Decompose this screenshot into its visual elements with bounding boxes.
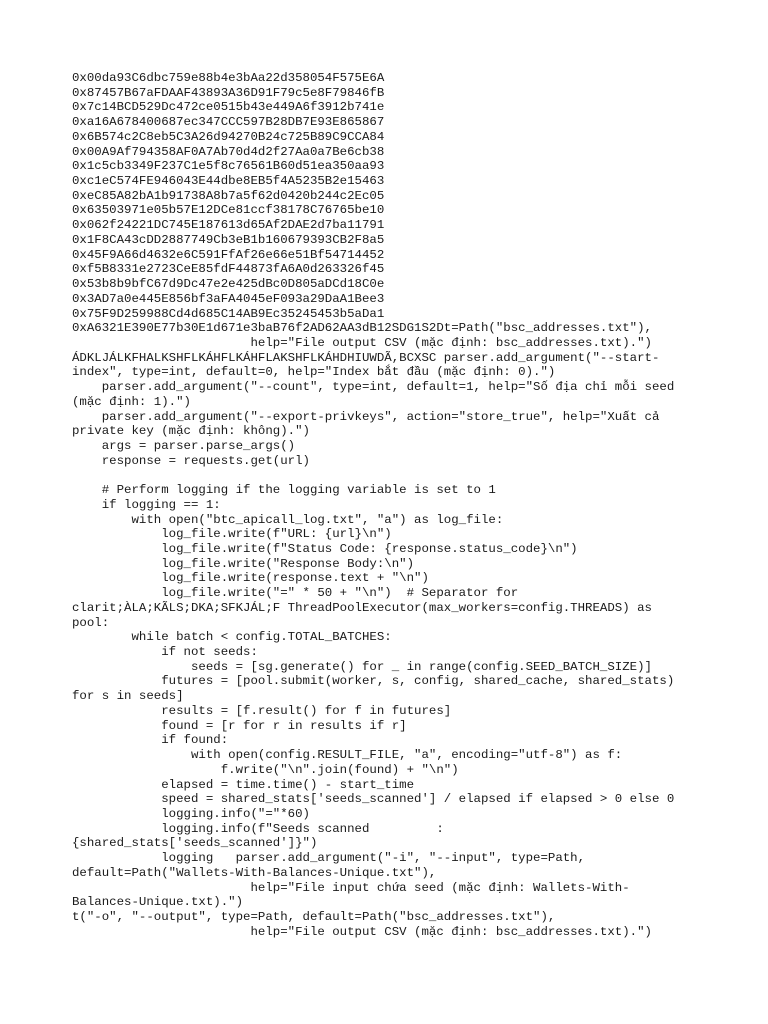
code-line: if logging == 1:: [72, 497, 221, 512]
code-line: with open(config.RESULT_FILE, "a", encoding="utf-8") as f:: [72, 748, 623, 763]
code-line: while batch < config.TOTAL_BATCHES:: [72, 630, 392, 645]
code-line: help="File input chứa seed (mặc định: Wallets-With-: [72, 880, 630, 895]
code-line: logging.info(f"Seeds scanned :: [72, 821, 444, 836]
code-line: parser.add_argument("--export-privkeys", action="store_true", help="Xuất cả: [72, 409, 660, 424]
code-line: 0x3AD7a0e445E856bf3aFA4045eF093a29DaA1Bee3: [72, 291, 385, 306]
code-line: 0x75F9D259988Cd4d685C14AB9Ec35245453b5aDa1: [72, 306, 385, 321]
code-line: [72, 468, 712, 483]
code-line: if found:: [72, 733, 229, 748]
code-line: 0x00A9Af794358AF0A7Ab70d4d2f27Aa0a7Be6cb38: [72, 144, 385, 159]
code-line: seeds = [sg.generate() for _ in range(config.SEED_BATCH_SIZE)]: [72, 659, 652, 674]
code-line: help="File output CSV (mặc định: bsc_addresses.txt)."): [72, 924, 652, 939]
code-line: elapsed = time.time() - start_time: [72, 777, 415, 792]
code-line: 0x1F8CA43cDD2887749Cb3eB1b160679393CB2F8a5: [72, 232, 385, 247]
code-line: speed = shared_stats['seeds_scanned'] / elapsed if elapsed > 0 else 0: [72, 792, 675, 807]
code-line: 0xc1eC574FE946043E44dbe8EB5f4A5235B2e15463: [72, 174, 385, 189]
code-line: 0x63503971e05b57E12DCe81ccf38178C76765be10: [72, 203, 385, 218]
code-line: 0x00da93C6dbc759e88b4e3bAa22d358054F575E6A: [72, 71, 385, 85]
code-line: 0x45F9A66d4632e6C591FfAf26e66e51Bf54714452: [72, 247, 385, 262]
code-line: clarit;ÀLA;KÃLS;DKA;SFKJÁL;F ThreadPoolExecutor(max_workers=config.THREADS) as: [72, 600, 652, 615]
code-line: logging parser.add_argument("-i", "--input", type=Path,: [72, 851, 586, 866]
code-line: parser.add_argument("--count", type=int, default=1, help="Số địa chỉ mỗi seed: [72, 380, 675, 395]
code-line: # Perform logging if the logging variable is set to 1: [72, 483, 496, 498]
code-line: found = [r for r in results if r]: [72, 718, 407, 733]
code-line: Balances-Unique.txt)."): [72, 895, 244, 910]
code-line: response = requests.get(url): [72, 453, 310, 468]
code-line: index", type=int, default=0, help="Index bắt đầu (mặc định: 0)."): [72, 365, 556, 380]
code-line: 0x6B574c2C8eb5C3A26d94270B24c725B89C9CCA84: [72, 129, 385, 144]
code-line: help="File output CSV (mặc định: bsc_addresses.txt)."): [72, 335, 652, 350]
code-line: 0x1c5cb3349F237C1e5f8c76561B60d51ea350aa93: [72, 159, 385, 174]
code-line: log_file.write("Response Body:\n"): [72, 556, 415, 571]
code-line: 0xA6321E390E77b30E1d671e3baB76f2AD62AA3dB12SDG1S2Dt=Path("bsc_addresses.txt"),: [72, 321, 652, 336]
code-line: logging.info("="*60): [72, 806, 310, 821]
code-line: private key (mặc định: không)."): [72, 424, 310, 439]
code-line: args = parser.parse_args(): [72, 438, 296, 453]
code-line: 0x062f24221DC745E187613d65Af2DAE2d7ba11791: [72, 218, 385, 233]
code-line: f.write("\n".join(found) + "\n"): [72, 762, 459, 777]
code-line: pool:: [72, 615, 110, 630]
code-line: 0xf5B8331e2723CeE85fdF44873fA6A0d263326f45: [72, 262, 385, 277]
code-line: 0xa16A678400687ec347CCC597B28DB7E93E865867: [72, 115, 385, 130]
code-line: 0x7c14BCD529Dc472ce0515b43e449A6f3912b741e: [72, 100, 385, 115]
code-line: futures = [pool.submit(worker, s, config, shared_cache, shared_stats): [72, 674, 675, 689]
code-line: log_file.write(f"URL: {url}\n"): [72, 527, 392, 542]
code-line: 0x53b8b9bfC67d9Dc47e2e425dBc0D805aDCd18C0e: [72, 277, 385, 292]
code-text-block: [72, 71, 712, 939]
code-line: 0xeC85A82bA1b91738A8b7a5f62d0420b244c2Ec05: [72, 188, 385, 203]
code-line: 0x87457B67aFDAAF43893A36D91F79c5e8F79846fB: [72, 85, 385, 100]
code-line: results = [f.result() for f in futures]: [72, 703, 452, 718]
code-line: log_file.write(response.text + "\n"): [72, 571, 429, 586]
code-line: ÁDKLJÁLKFHALKSHFLKÁHFLKÁHFLAKSHFLKÁHDHIUWDÃ,BCXSC parser.add_argument("--start-: [72, 350, 660, 365]
code-line: log_file.write(f"Status Code: {response.status_code}\n"): [72, 542, 578, 556]
code-line: for s in seeds]: [72, 689, 184, 704]
code-line: default=Path("Wallets-With-Balances-Unique.txt"),: [72, 865, 437, 880]
code-line: log_file.write("=" * 50 + "\n") # Separator for: [72, 586, 519, 601]
code-line: if not seeds:: [72, 645, 258, 660]
code-line: (mặc định: 1)."): [72, 394, 191, 409]
code-line: {shared_stats['seeds_scanned']}"): [72, 836, 318, 851]
code-line: t("-o", "--output", type=Path, default=Path("bsc_addresses.txt"),: [72, 909, 556, 924]
code-line: with open("btc_apicall_log.txt", "a") as log_file:: [72, 512, 504, 527]
